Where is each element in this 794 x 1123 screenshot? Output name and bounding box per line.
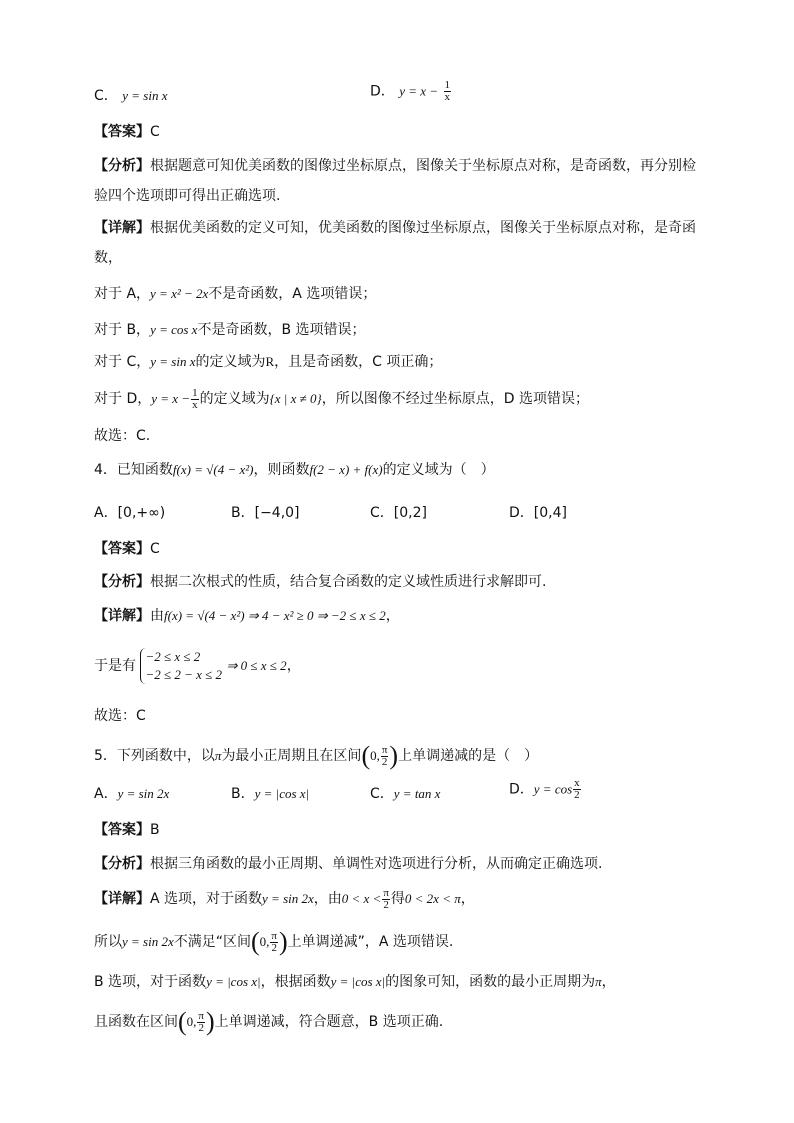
option-label: C． (370, 786, 394, 802)
detail-text: 根据优美函数的定义可知，优美函数的图像过坐标原点，图像关于坐标原点对称，是奇函 (150, 220, 696, 236)
interval-paren-left: ( (361, 741, 371, 770)
detail-text: ， (601, 974, 616, 990)
q4-stem (94, 460, 495, 480)
detail-text: 上单调递减，符合题意，B 选项正确. (214, 1014, 444, 1030)
q5-detail-1 (94, 884, 475, 914)
q5-detail-4 (94, 1006, 443, 1038)
detail-math: y = sin 2x (122, 934, 174, 949)
q5-stem (94, 740, 538, 772)
fraction: $\frac{\pi}{2}$ (198, 1009, 204, 1034)
q3-analysis-line1 (94, 156, 696, 176)
option-label: D． (370, 83, 395, 100)
q4-answer (94, 539, 160, 559)
check-math: y = sin x (150, 354, 196, 369)
check-label: 对于 B， (94, 322, 151, 338)
option-label: D． (509, 781, 534, 798)
detail-text: ， (460, 891, 475, 907)
q4-option-a (94, 503, 165, 523)
check-math: y = cos x (150, 322, 198, 337)
question-text: 4．已知函数 (94, 462, 173, 478)
conclusion-text: 故选：C (94, 708, 146, 724)
analysis-text: 根据题意可知优美函数的图像过坐标原点，图像关于坐标原点对称，是奇函数，再分别检 (150, 158, 696, 174)
detail-math: 0, (186, 1014, 197, 1029)
interval-paren-right: ) (205, 1007, 215, 1036)
analysis-text: 根据二次根式的性质，结合复合函数的定义域性质进行求解即可. (150, 574, 547, 590)
q3-check-d (94, 384, 589, 414)
detail-math: ⇒ 0 ≤ x ≤ 2 (226, 658, 287, 673)
detail-math: 0, (259, 934, 270, 949)
check-text: ，所以图像不经过坐标原点，D 选项错误； (321, 391, 589, 407)
question-math: f(x) = √(4 − x²) (172, 462, 254, 477)
option-math: y = sin 2x (117, 786, 170, 801)
q3-answer (94, 122, 160, 142)
option-math: y = |cos x| (254, 786, 310, 801)
q4-conclusion (94, 706, 146, 726)
answer-tag: 【答案】 (94, 822, 150, 838)
check-text: 的定义域为 (199, 391, 270, 407)
fraction: $\frac{\pi}{2}$ (381, 743, 388, 768)
detail-text: 且函数在区间 (94, 1014, 178, 1030)
q5-detail-3 (94, 972, 616, 992)
question-math: π (214, 748, 222, 763)
analysis-tag: 【分析】 (94, 856, 150, 872)
q4-detail (94, 606, 400, 626)
detail-text: B 选项，对于函数 (94, 974, 207, 990)
detail-math: y = sin 2x (262, 891, 314, 906)
check-text: 不是奇函数，B 选项错误； (197, 322, 366, 338)
check-label: 对于 D， (94, 391, 152, 407)
q4-option-d (509, 503, 567, 523)
interval-paren-right: ) (278, 927, 288, 956)
answer-value: B (150, 822, 160, 838)
detail-text: 的图象可知，函数的最小正周期为 (385, 974, 596, 990)
detail-tag: 【详解】 (94, 891, 150, 907)
q3-detail-line1 (94, 218, 696, 238)
detail-text: ，根据函数 (260, 974, 331, 990)
option-text: C．[0,2] (370, 505, 427, 521)
fraction: $\frac{x}{2}$ (574, 777, 580, 801)
q3-check-c (94, 352, 442, 372)
interval-paren-left: ( (178, 1007, 187, 1036)
option-math: y = x − (399, 83, 439, 99)
check-math: R (265, 354, 275, 369)
fraction: $\frac{1}{x}$ (192, 386, 198, 411)
detail-text: 数， (94, 250, 122, 266)
check-text: 的定义域为 (195, 354, 266, 370)
q3-option-c (94, 86, 167, 106)
detail-text: ，由 (313, 891, 342, 907)
detail-text: 所以 (94, 934, 122, 950)
detail-math: 0 < x < (341, 891, 382, 906)
q4-analysis (94, 572, 546, 592)
detail-math: y = |cos x| (330, 974, 386, 989)
detail-text: 不满足“区间 (173, 934, 251, 950)
question-text: 为最小正周期且在区间 (221, 748, 362, 764)
option-text: A．[0,+∞) (94, 505, 166, 521)
answer-tag: 【答案】 (94, 124, 150, 140)
check-label: 对于 C， (94, 354, 151, 370)
detail-text: 得 (390, 891, 405, 907)
analysis-text: 验四个选项即可得出正确选项. (94, 188, 281, 204)
answer-value: C (150, 124, 160, 140)
detail-text: 于是有 (94, 658, 136, 674)
q5-option-d (509, 778, 582, 801)
check-text: 不是奇函数，A 选项错误； (208, 286, 377, 302)
option-text: D．[0,4] (509, 505, 567, 521)
option-math: y = cos (533, 781, 573, 797)
check-text: ，且是奇函数，C 项正确； (274, 354, 443, 370)
check-math: {x | x ≠ 0} (269, 391, 322, 406)
fraction: $\frac{\pi}{2}$ (271, 929, 277, 954)
question-text: 上单调递减的是（ ） (398, 748, 539, 764)
interval-paren-left: ( (251, 927, 260, 956)
q5-analysis (94, 854, 602, 874)
detail-math: π (595, 974, 602, 989)
q3-detail-line2 (94, 248, 122, 268)
detail-math: 0 < 2x < π (404, 891, 461, 906)
q5-answer (94, 820, 160, 840)
option-math: y = tan x (393, 786, 441, 801)
option-text: B．[−4,0] (231, 505, 300, 521)
q3-check-b (94, 320, 366, 340)
q3-analysis-line2 (94, 186, 280, 206)
option-label: A． (94, 786, 118, 802)
check-math: y = x − (151, 391, 191, 406)
detail-text: 由 (150, 608, 164, 624)
q4-system (94, 646, 301, 686)
detail-math: y = |cos x| (206, 974, 261, 989)
question-text: ，则函数 (253, 462, 310, 478)
q4-option-c (370, 503, 427, 523)
detail-text: ， (286, 658, 301, 674)
q3-option-d (370, 80, 452, 103)
question-text: 5．下列函数中，以 (94, 748, 215, 764)
interval-paren-right: ) (389, 741, 399, 770)
fraction: $\frac{\pi}{2}$ (383, 886, 389, 911)
analysis-tag: 【分析】 (94, 574, 150, 590)
q5-option-b (231, 784, 309, 804)
check-math: y = x² − 2x (150, 286, 209, 301)
option-label: B． (231, 786, 255, 802)
detail-text: 上单调递减”，A 选项错误. (287, 934, 454, 950)
detail-math: f(x) = √(4 − x²) ⇒ 4 − x² ≥ 0 ⇒ −2 ≤ x ≤ 2 (164, 608, 386, 623)
q5-option-a (94, 784, 169, 804)
detail-tag: 【详解】 (94, 220, 150, 236)
q3-conclusion (94, 426, 150, 446)
check-label: 对于 A， (94, 286, 151, 302)
option-math: y = sin x (122, 88, 168, 103)
analysis-tag: 【分析】 (94, 158, 150, 174)
q5-detail-2 (94, 926, 453, 958)
question-math: f(2 − x) + f(x) (309, 462, 383, 477)
analysis-text: 根据三角函数的最小正周期、单调性对选项进行分析，从而确定正确选项. (150, 856, 603, 872)
detail-tag: 【详解】 (94, 608, 150, 624)
answer-value: C (150, 541, 160, 557)
question-text: 的定义域为（ ） (382, 462, 495, 478)
conclusion-text: 故选：C. (94, 428, 151, 444)
q4-option-b (231, 503, 300, 523)
detail-text: A 选项，对于函数 (150, 891, 263, 907)
question-math: 0, (370, 748, 380, 763)
option-label: C． (94, 88, 118, 104)
inequality-system: −2 ≤ x ≤ 2 −2 ≤ 2 − x ≤ 2 (140, 648, 222, 684)
fraction: $\frac{1}{x}$ (444, 79, 451, 103)
detail-text: ， (385, 608, 400, 624)
answer-tag: 【答案】 (94, 541, 150, 557)
q5-option-c (370, 784, 440, 804)
q3-check-a (94, 284, 376, 304)
